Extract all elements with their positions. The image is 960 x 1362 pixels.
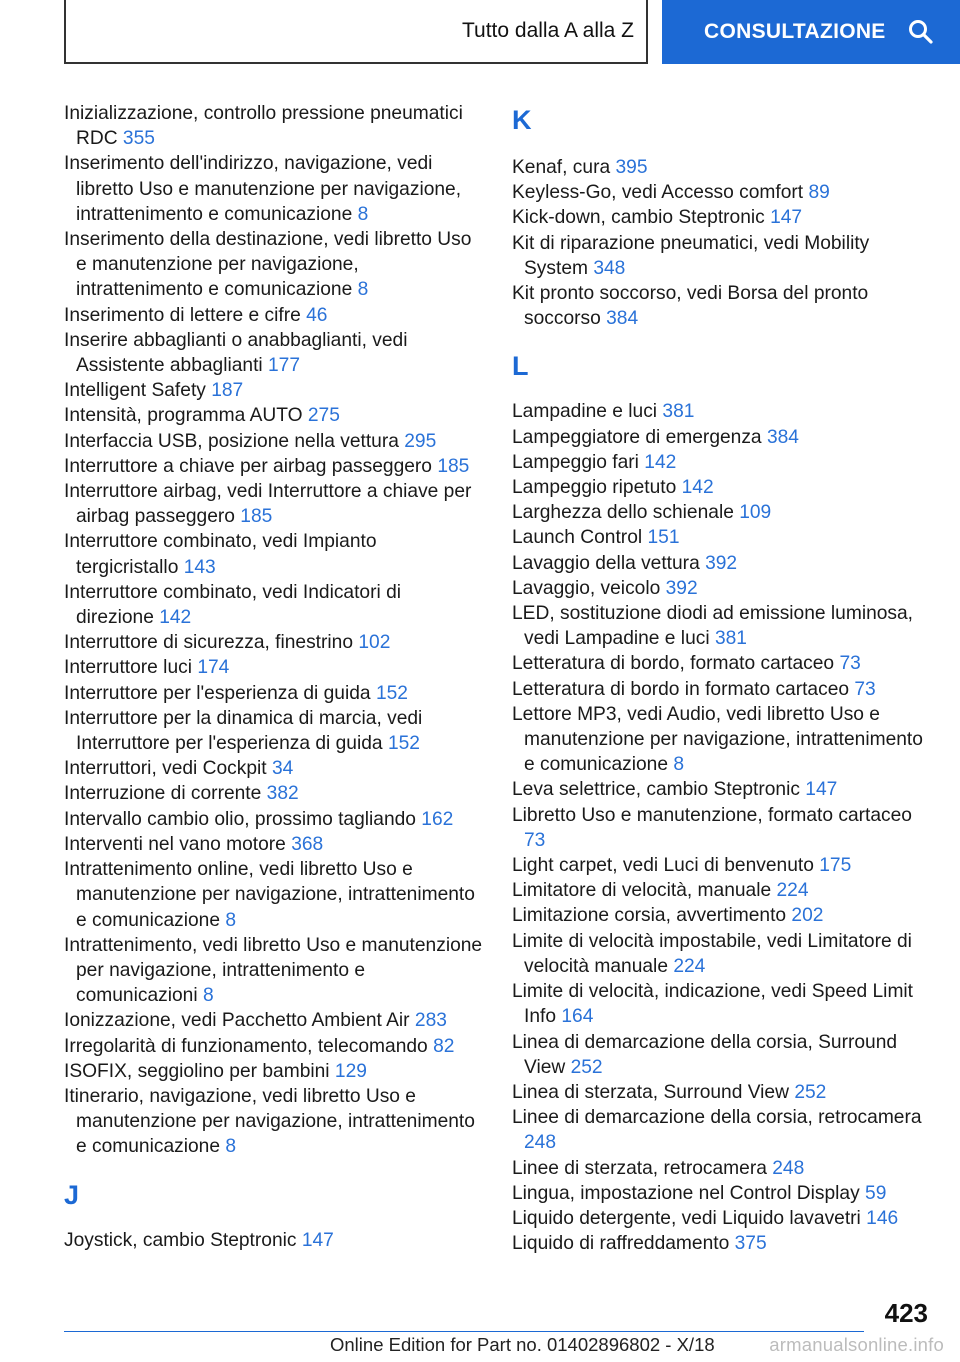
entry-text: Liquido di raffreddamento (512, 1233, 730, 1255)
index-entry (64, 151, 484, 227)
entry-text: Interruttore luci (64, 657, 192, 679)
page-link[interactable]: 164 (561, 1006, 594, 1028)
index-entry (512, 878, 932, 903)
index-entry (64, 227, 484, 303)
section-letter-j: J (64, 1179, 80, 1210)
entry-text: Launch Control (512, 527, 643, 549)
entry-text: Inserire abbaglianti o anabbaglianti, vedi Assistente abbaglianti (64, 329, 408, 377)
index-entry (64, 706, 484, 756)
index-entry (64, 832, 484, 857)
page-link[interactable]: 248 (524, 1132, 557, 1154)
page-link[interactable]: 355 (122, 128, 155, 150)
index-entry (64, 1059, 484, 1084)
page-link[interactable]: 162 (421, 808, 454, 830)
index-entry (512, 180, 932, 205)
index-entry (512, 903, 932, 928)
entry-text: ISOFIX, seggiolino per bambini (64, 1060, 330, 1082)
page-link[interactable]: 109 (739, 502, 772, 524)
page-link[interactable]: 252 (794, 1081, 827, 1103)
entry-text: Inserimento di lettere e cifre (64, 304, 301, 326)
page-link[interactable]: 129 (334, 1060, 367, 1082)
page-link[interactable]: 381 (662, 401, 695, 423)
entry-text: Interruzione di corrente (64, 783, 262, 805)
page-link[interactable]: 224 (673, 955, 706, 977)
section-letter-k: K (512, 105, 532, 135)
index-entry (64, 580, 484, 630)
index-entry (512, 500, 932, 525)
entry-text: Keyless-Go, vedi Accesso comfort (512, 182, 804, 204)
index-entry (512, 601, 932, 651)
page-link[interactable]: 8 (202, 985, 214, 1007)
entry-text: Inserimento della destinazione, vedi libretto Uso e manutenzione per navigazione, intrattenimento e comunicazione (64, 229, 472, 301)
index-entry (512, 205, 932, 230)
index-entry (512, 525, 932, 550)
entry-text: Interruttore combinato, vedi Indicatori di direzione (64, 581, 402, 629)
index-entry (512, 551, 932, 576)
index-entry (512, 1030, 932, 1080)
index-entry (64, 630, 484, 655)
index-list-l (512, 399, 932, 1256)
section-letter-l: L (512, 351, 529, 382)
page-link[interactable]: 187 (211, 380, 244, 402)
page-link[interactable]: 8 (357, 203, 369, 225)
entry-text: Lavaggio, veicolo (512, 577, 661, 599)
entry-text: Letteratura di bordo, formato cartaceo (512, 653, 835, 675)
index-entry (64, 756, 484, 781)
index-list-i (64, 101, 484, 1160)
entry-text: Limite di velocità, indicazione, vedi Speed Limit Info (512, 981, 914, 1028)
page-link[interactable]: 142 (681, 477, 714, 499)
entry-text: Joystick, cambio Steptronic (64, 1229, 297, 1251)
entry-text: Interruttore airbag, vedi Interruttore a chiave per airbag passeggero (64, 481, 472, 528)
entry-text: Interruttore per la dinamica di marcia, vedi Interruttore per l'esperienza di guida (64, 707, 423, 755)
page-link[interactable]: 152 (375, 682, 408, 704)
index-entry (64, 479, 484, 529)
edition-note: Online Edition for Part no. 01402896802 - X/18 (330, 1334, 715, 1355)
index-entry (512, 155, 932, 180)
page-link[interactable]: 283 (414, 1010, 447, 1032)
section-header (64, 0, 648, 64)
index-entry (512, 1156, 932, 1181)
page-link[interactable]: 185 (240, 506, 273, 528)
entry-text: Light carpet, vedi Luci di benvenuto (512, 855, 814, 877)
entry-text: Linee di sterzata, retrocamera (512, 1157, 767, 1179)
entry-text: Kick-down, cambio Steptronic (512, 207, 765, 229)
index-entry (64, 429, 484, 454)
index-entry (64, 1084, 484, 1160)
page-link[interactable]: 147 (805, 779, 838, 801)
page-link[interactable]: 384 (606, 308, 639, 330)
consultazione-nav-button[interactable] (662, 0, 960, 64)
entry-text: Lampeggio fari (512, 451, 639, 473)
page-link[interactable]: 102 (358, 632, 391, 654)
entry-text: Inserimento dell'indirizzo, navigazione, vedi libretto Uso e manutenzione per navigazione, intrattenimento e comunicazione (64, 153, 462, 225)
entry-text: Ionizzazione, vedi Pacchetto Ambient Air (64, 1010, 410, 1032)
index-entry (512, 399, 932, 424)
entry-text: Linee di demarcazione della corsia, retrocamera (512, 1107, 922, 1129)
index-entry (64, 303, 484, 328)
entry-text: Larghezza dello schienale (512, 502, 734, 524)
index-entry (512, 777, 932, 802)
page-link[interactable]: 8 (357, 279, 369, 301)
entry-text: Irregolarità di funzionamento, telecomando (64, 1035, 428, 1057)
index-entry (512, 1231, 932, 1256)
page-link[interactable]: 151 (647, 527, 680, 549)
entry-text: Interruttore combinato, vedi Impianto tergicristallo (64, 531, 377, 578)
entry-text: Interruttori, vedi Cockpit (64, 758, 267, 780)
entry-text: Kenaf, cura (512, 157, 611, 178)
entry-text: Lingua, impostazione nel Control Display (512, 1182, 860, 1204)
index-entry (512, 475, 932, 500)
index-entry (512, 853, 932, 878)
entry-text: Intervallo cambio olio, prossimo tagliando (64, 808, 416, 830)
entry-text: Linea di demarcazione della corsia, Surround View (512, 1031, 898, 1078)
index-entry (64, 529, 484, 579)
entry-text: Kit pronto soccorso, vedi Borsa del pronto soccorso (512, 283, 869, 330)
entry-text: Intrattenimento, vedi libretto Uso e manutenzione per navigazione, intrattenimento e comunicazioni (64, 934, 483, 1007)
entry-text: Interfaccia USB, posizione nella vettura (64, 430, 399, 452)
index-entry (512, 425, 932, 450)
page-link[interactable]: 8 (225, 909, 237, 931)
page-link[interactable]: 147 (770, 207, 803, 229)
index-entry (64, 328, 484, 378)
nav-label: CONSULTAZIONE (704, 20, 886, 43)
page-link[interactable]: 392 (705, 552, 738, 574)
index-entry (64, 1008, 484, 1033)
index-list-k (512, 155, 932, 331)
entry-text: Lampadine e luci (512, 401, 658, 423)
index-entry (512, 281, 932, 331)
page-link[interactable]: 46 (306, 304, 328, 326)
index-entry (64, 807, 484, 832)
entry-text: Interruttore di sicurezza, finestrino (64, 632, 354, 654)
index-entry (64, 857, 484, 933)
entry-text: Limitazione corsia, avvertimento (512, 905, 787, 927)
page-link[interactable]: 147 (301, 1229, 334, 1251)
index-entry (512, 1105, 932, 1155)
index-entry (512, 1181, 932, 1206)
page-link[interactable]: 395 (615, 157, 648, 178)
index-entry (512, 651, 932, 676)
index-entry (64, 655, 484, 680)
entry-text: Interventi nel vano motore (64, 833, 286, 855)
entry-text: Linea di sterzata, Surround View (512, 1081, 789, 1103)
page-link[interactable]: 8 (225, 1136, 237, 1158)
entry-text: Lavaggio della vettura (512, 552, 700, 574)
page-link[interactable]: 152 (387, 733, 420, 755)
entry-text: Libretto Uso e manutenzione, formato cartaceo (512, 804, 912, 826)
page-link[interactable]: 252 (570, 1056, 603, 1078)
entry-text: Itinerario, navigazione, vedi libretto Uso e manutenzione per navigazione, intrattenimento e comunicazione (64, 1085, 475, 1158)
index-entry (512, 231, 932, 281)
index-column-right (512, 101, 932, 1256)
entry-text: Intelligent Safety (64, 380, 206, 402)
page-link[interactable]: 82 (433, 1035, 455, 1057)
footer-divider (64, 1331, 864, 1332)
page-link[interactable]: 73 (524, 829, 546, 851)
page-link[interactable]: 202 (791, 905, 824, 927)
page-link[interactable]: 224 (776, 880, 809, 902)
page-link[interactable]: 348 (593, 257, 626, 279)
entry-text: Limite di velocità impostabile, vedi Limitatore di velocità manuale (512, 930, 912, 977)
page-link[interactable]: 142 (644, 451, 677, 473)
entry-text: Lampeggio ripetuto (512, 477, 677, 499)
index-entry (512, 803, 932, 853)
entry-text: Interruttore per l'esperienza di guida (64, 682, 371, 704)
index-entry (512, 576, 932, 601)
page-link[interactable]: 8 (673, 754, 685, 776)
section-title: Tutto dalla A alla Z (462, 19, 634, 42)
entry-text: Lettore MP3, vedi Audio, vedi libretto Uso e manutenzione per navigazione, intrattenimento e comunicazione (512, 703, 923, 776)
entry-text: Leva selettrice, cambio Steptronic (512, 779, 800, 801)
index-entry (64, 933, 484, 1009)
entry-text: Inizializzazione, controllo pressione pneumatici RDC (64, 103, 463, 150)
index-list-j (64, 1228, 484, 1253)
entry-text: Letteratura di bordo in formato cartaceo (512, 678, 850, 700)
index-entry (64, 378, 484, 403)
page-link[interactable]: 382 (266, 783, 299, 805)
entry-text: Intrattenimento online, vedi libretto Uso e manutenzione per navigazione, intrattenimento e comunicazione (64, 859, 475, 931)
page-link[interactable]: 59 (865, 1182, 887, 1204)
entry-text: Kit di riparazione pneumatici, vedi Mobility System (512, 232, 870, 279)
page-link[interactable]: 143 (183, 556, 216, 578)
index-entry (64, 403, 484, 428)
index-entry (64, 454, 484, 479)
entry-text: Liquido detergente, vedi Liquido lavavetri (512, 1207, 861, 1229)
entry-text: LED, sostituzione diodi ad emissione luminosa, vedi Lampadine e luci (512, 603, 914, 650)
page-link[interactable]: 381 (714, 628, 747, 650)
index-entry (512, 677, 932, 702)
page-link[interactable]: 146 (866, 1207, 899, 1229)
index-entry (512, 929, 932, 979)
entry-text: Interruttore a chiave per airbag passeggero (64, 455, 432, 477)
entry-text: Limitatore di velocità, manuale (512, 880, 772, 902)
page-link[interactable]: 73 (839, 653, 861, 675)
page-link[interactable]: 368 (291, 833, 324, 855)
page-link[interactable]: 73 (854, 678, 876, 700)
page-link[interactable]: 175 (819, 855, 852, 877)
page-link[interactable]: 89 (808, 182, 830, 204)
index-entry (64, 781, 484, 806)
page-link[interactable]: 295 (404, 430, 437, 452)
index-entry (512, 702, 932, 778)
index-entry (512, 979, 932, 1029)
index-entry (64, 101, 484, 151)
page-link[interactable]: 142 (159, 607, 192, 629)
index-entry (512, 450, 932, 475)
search-icon[interactable] (908, 19, 934, 45)
index-entry (512, 1206, 932, 1231)
page-link[interactable]: 275 (307, 405, 340, 427)
index-entry (512, 1080, 932, 1105)
index-column-left (64, 101, 484, 1253)
page-number: 423 (884, 1298, 928, 1328)
index-entry (64, 1228, 484, 1253)
index-entry (64, 681, 484, 706)
entry-text: Lampeggiatore di emergenza (512, 426, 762, 448)
page-link[interactable]: 375 (734, 1233, 767, 1255)
page-link[interactable]: 174 (197, 657, 230, 679)
entry-text: Intensità, programma AUTO (64, 405, 303, 427)
page-link[interactable]: 177 (268, 355, 301, 377)
page-link[interactable]: 185 (437, 455, 470, 477)
page-link[interactable]: 392 (665, 577, 698, 599)
index-entry (64, 1034, 484, 1059)
page-link[interactable]: 34 (271, 758, 294, 780)
watermark: armanualsonline.info (769, 1334, 944, 1355)
page-link[interactable]: 384 (766, 426, 799, 448)
page-link[interactable]: 248 (772, 1157, 805, 1179)
